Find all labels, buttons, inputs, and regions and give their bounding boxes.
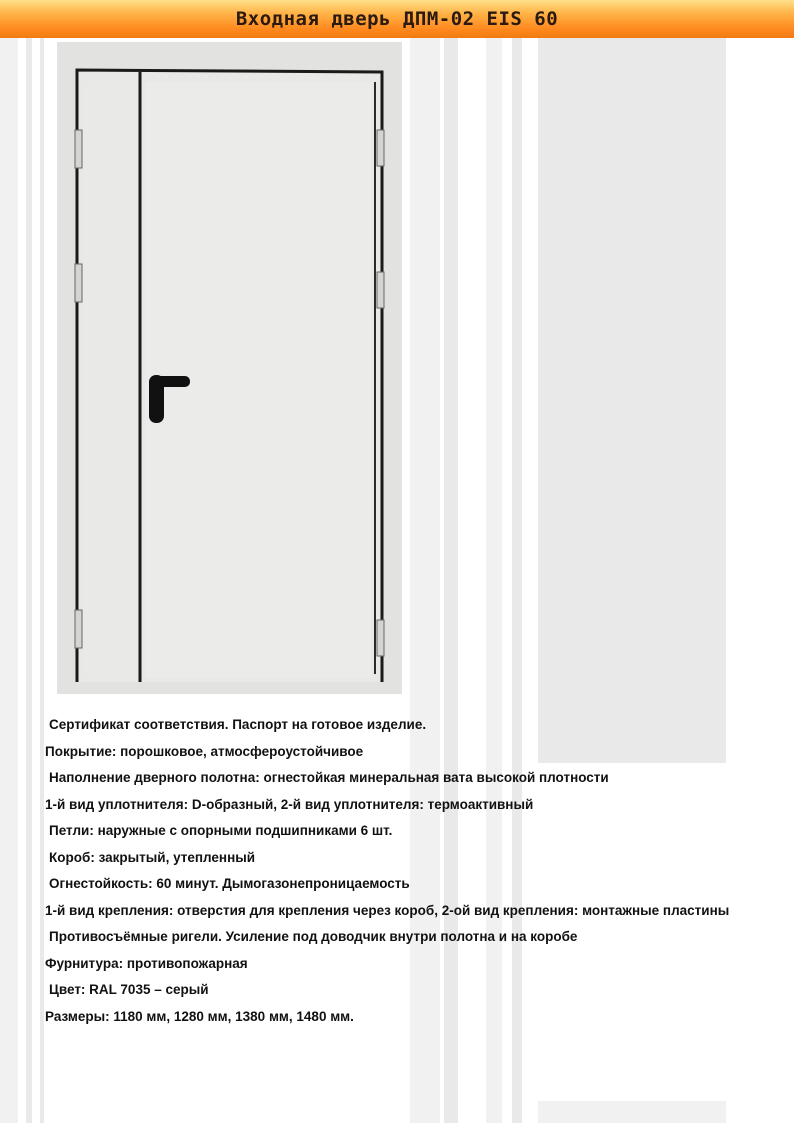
spec-filling: Наполнение дверного полотна: огнестойкая минеральная вата высокой плотности [49, 770, 609, 785]
bg-stripe [0, 38, 18, 1123]
title-bar [0, 0, 794, 38]
bg-stripe [40, 38, 44, 1123]
door-illustration [57, 42, 402, 694]
spec-hinges: Петли: наружные с опорными подшипниками 6 шт. [49, 823, 393, 838]
hinge-icon [377, 272, 384, 308]
bg-stripe [26, 38, 32, 1123]
spec-mounting: 1-й вид крепления: отверстия для крепления через короб, 2-ой вид крепления: монтажные пластины [45, 902, 730, 918]
spec-list [45, 712, 735, 1030]
spec-fire-resistance: Огнестойкость: 60 минут. Дымогазонепроницаемость [49, 876, 410, 891]
door-image [57, 42, 402, 694]
spec-seals: 1-й вид уплотнителя: D-образный, 2-й вид уплотнителя: термоактивный [45, 796, 534, 812]
hinge-icon [75, 130, 82, 168]
spec-fittings: Фурнитура: противопожарная [45, 955, 248, 971]
hinge-icon [75, 264, 82, 302]
bg-block [538, 38, 726, 763]
bg-block-bottom [538, 1101, 726, 1123]
narrow-leaf [83, 82, 137, 678]
spec-frame: Короб: закрытый, утепленный [49, 849, 256, 865]
hinge-icon [377, 620, 384, 656]
spec-color: Цвет: RAL 7035 – серый [49, 982, 209, 997]
spec-sizes: Размеры: 1180 мм, 1280 мм, 1380 мм, 1480 мм. [45, 1008, 354, 1024]
spec-anti-removal: Противосъёмные ригели. Усиление под доводчик внутри полотна и на коробе [49, 929, 578, 944]
page-title: Входная дверь ДПМ-02 EIS 60 [235, 8, 559, 30]
hinge-icon [75, 610, 82, 648]
spec-coating: Покрытие: порошковое, атмосфероустойчивое [45, 743, 364, 759]
spec-certificate: Сертификат соответствия. Паспорт на готовое изделие. [49, 717, 427, 732]
hinge-icon [377, 130, 384, 166]
